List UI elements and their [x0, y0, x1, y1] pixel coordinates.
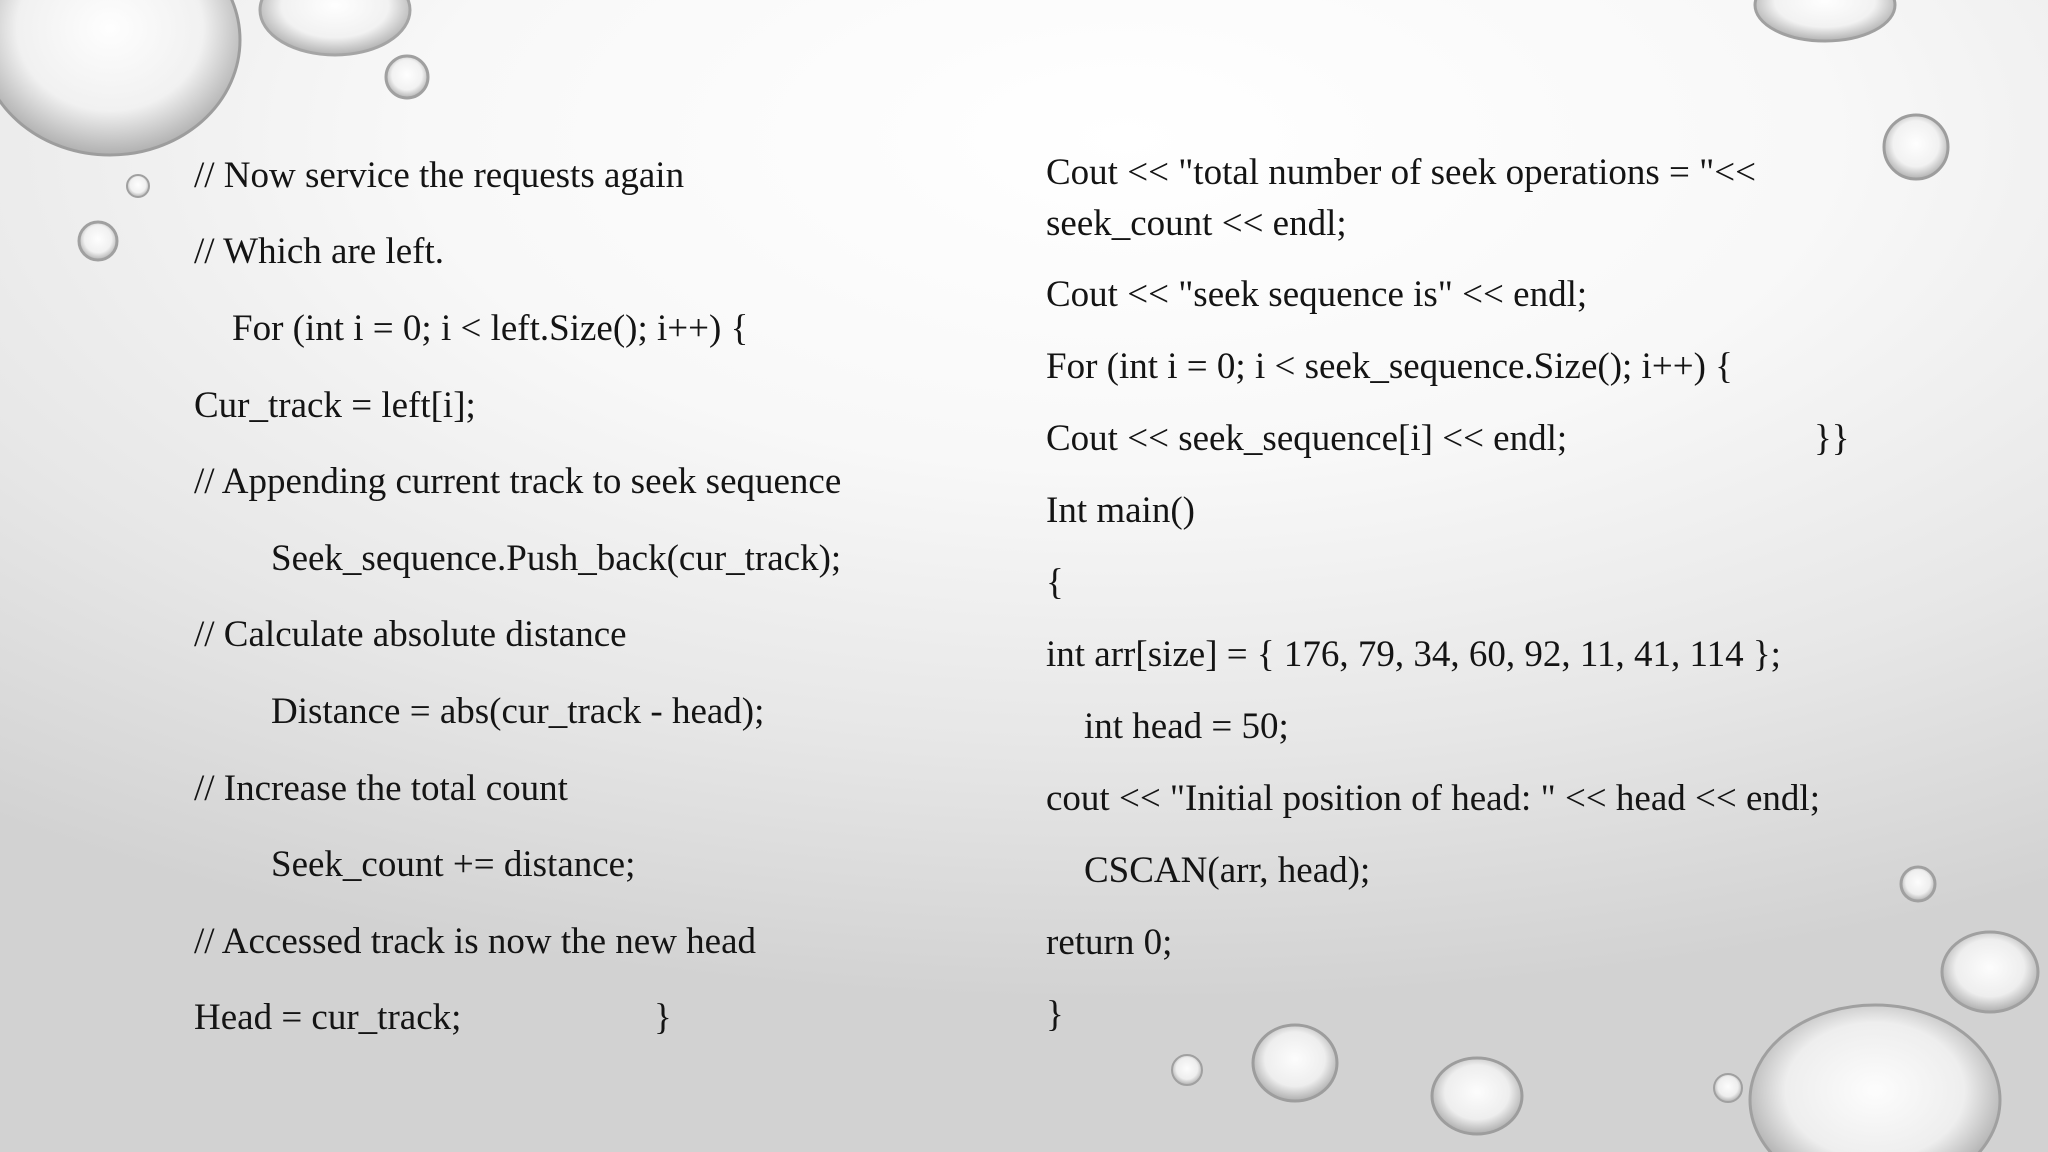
drop [1253, 1025, 1337, 1101]
drop [1942, 932, 2038, 1012]
code-line: { [1046, 562, 1064, 603]
drop [1714, 1074, 1742, 1102]
code-line: Cur_track = left[i]; [194, 385, 476, 426]
drop [1172, 1055, 1202, 1085]
drop [79, 222, 117, 260]
code-line: // Calculate absolute distance [194, 614, 627, 655]
code-line: // Which are left. [194, 231, 444, 272]
code-line: // Now service the requests again [194, 155, 685, 196]
code-line: For (int i = 0; i < seek_sequence.Size(); i++) { [1046, 346, 1733, 387]
code-line: Cout << "seek sequence is" << endl; [1046, 274, 1588, 315]
drop [127, 175, 149, 197]
code-line: // Appending current track to seek sequence [194, 461, 842, 502]
code-line: Cout << "total number of seek operations = "<< [1046, 152, 1756, 193]
code-line: // Accessed track is now the new head [194, 921, 757, 962]
code-line: int head = 50; [1084, 706, 1289, 747]
code-line: Cout << seek_sequence[i] << endl; [1046, 418, 1568, 459]
code-line: CSCAN(arr, head); [1084, 850, 1371, 891]
code-line: cout << "Initial position of head: " << head << endl; [1046, 778, 1820, 819]
drop [1884, 115, 1948, 179]
code-brace: } [654, 997, 672, 1038]
code-line: Seek_sequence.Push_back(cur_track); [271, 538, 842, 579]
code-line: return 0; [1046, 922, 1173, 963]
code-line: Seek_count += distance; [271, 844, 636, 885]
drop [1755, 0, 1895, 41]
drop [0, 0, 240, 155]
drop [260, 0, 410, 55]
code-line: Distance = abs(cur_track - head); [271, 691, 765, 732]
code-line: int arr[size] = { 176, 79, 34, 60, 92, 11, 41, 114 }; [1046, 634, 1781, 675]
code-line: For (int i = 0; i < left.Size(); i++) { [232, 308, 749, 349]
drop [1432, 1058, 1522, 1134]
code-line: Head = cur_track; [194, 997, 462, 1038]
code-line: } [1046, 994, 1064, 1035]
code-line: Int main() [1046, 490, 1195, 531]
code-brace: }} [1814, 418, 1850, 459]
drop [1750, 1005, 2000, 1152]
code-line: seek_count << endl; [1046, 203, 1347, 244]
drop [1901, 867, 1935, 901]
drop [386, 56, 428, 98]
code-line: // Increase the total count [194, 768, 568, 809]
